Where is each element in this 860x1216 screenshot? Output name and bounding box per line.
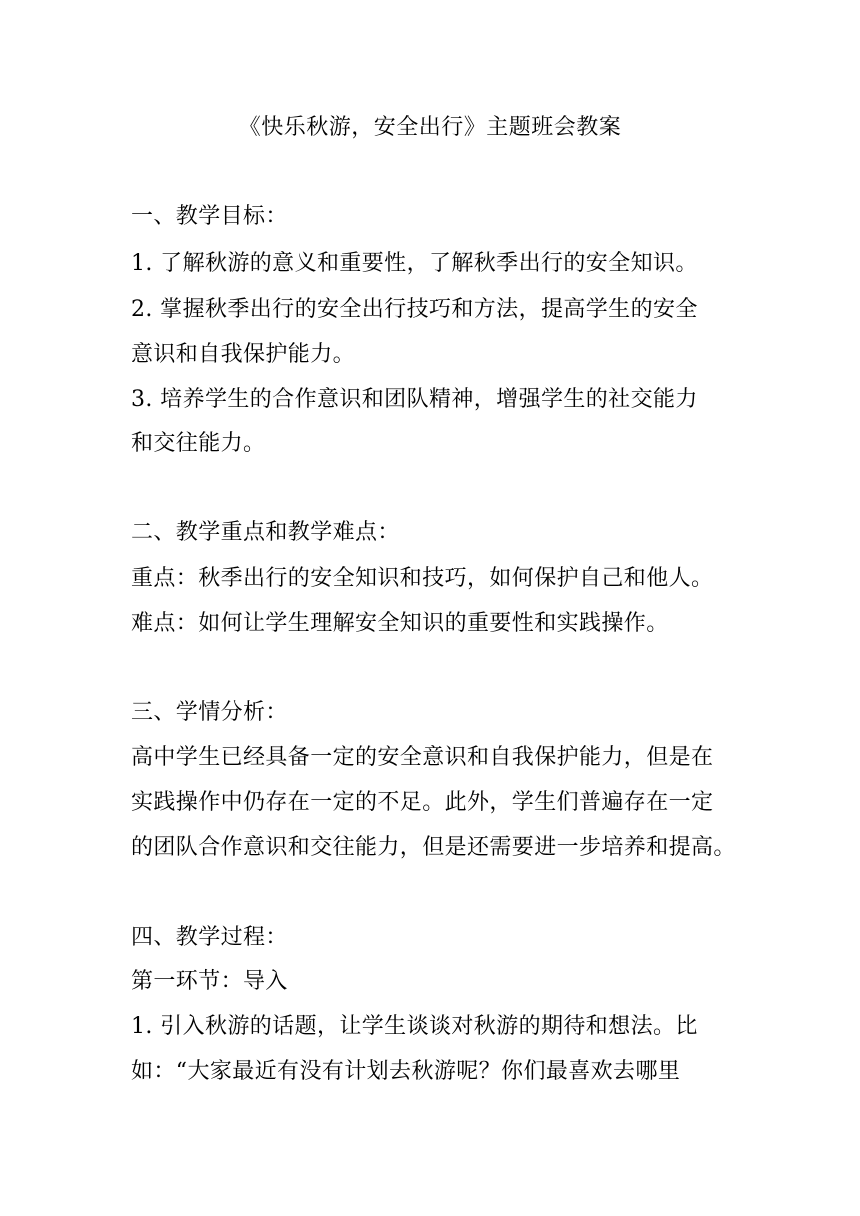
section-heading-process: 四、教学过程： [131,925,288,950]
paragraph-line: 2. 掌握秋季出行的安全出行技巧和方法，提高学生的安全 [131,297,698,322]
paragraph-line: 意识和自我保护能力。 [131,342,356,367]
paragraph-line: 难点：如何让学生理解安全知识的重要性和实践操作。 [131,611,669,636]
paragraph-line: 高中学生已经具备一定的安全意识和自我保护能力，但是在 [131,745,714,770]
paragraph-line: 3. 培养学生的合作意识和团队精神，增强学生的社交能力 [131,387,698,412]
paragraph-line: 1. 了解秋游的意义和重要性，了解秋季出行的安全知识。 [131,251,698,276]
document-title: 《快乐秋游，安全出行》主题班会教案 [238,115,622,140]
paragraph-line: 1. 引入秋游的话题，让学生谈谈对秋游的期待和想法。比 [131,1014,698,1039]
paragraph-line: 的团队合作意识和交往能力，但是还需要进一步培养和提高。 [131,835,736,860]
paragraph-line: 实践操作中仍存在一定的不足。此外，学生们普遍存在一定 [131,790,714,815]
section-heading-key-points: 二、教学重点和教学难点： [131,520,400,545]
section-heading-objectives: 一、教学目标： [131,204,288,229]
paragraph-line: 如：“大家最近有没有计划去秋游呢？你们最喜欢去哪里 [131,1059,681,1084]
section-heading-analysis: 三、学情分析： [131,700,288,725]
subsection-heading: 第一环节：导入 [131,969,288,994]
paragraph-line: 重点：秋季出行的安全知识和技巧，如何保护自己和他人。 [131,566,714,591]
paragraph-line: 和交往能力。 [131,431,266,456]
